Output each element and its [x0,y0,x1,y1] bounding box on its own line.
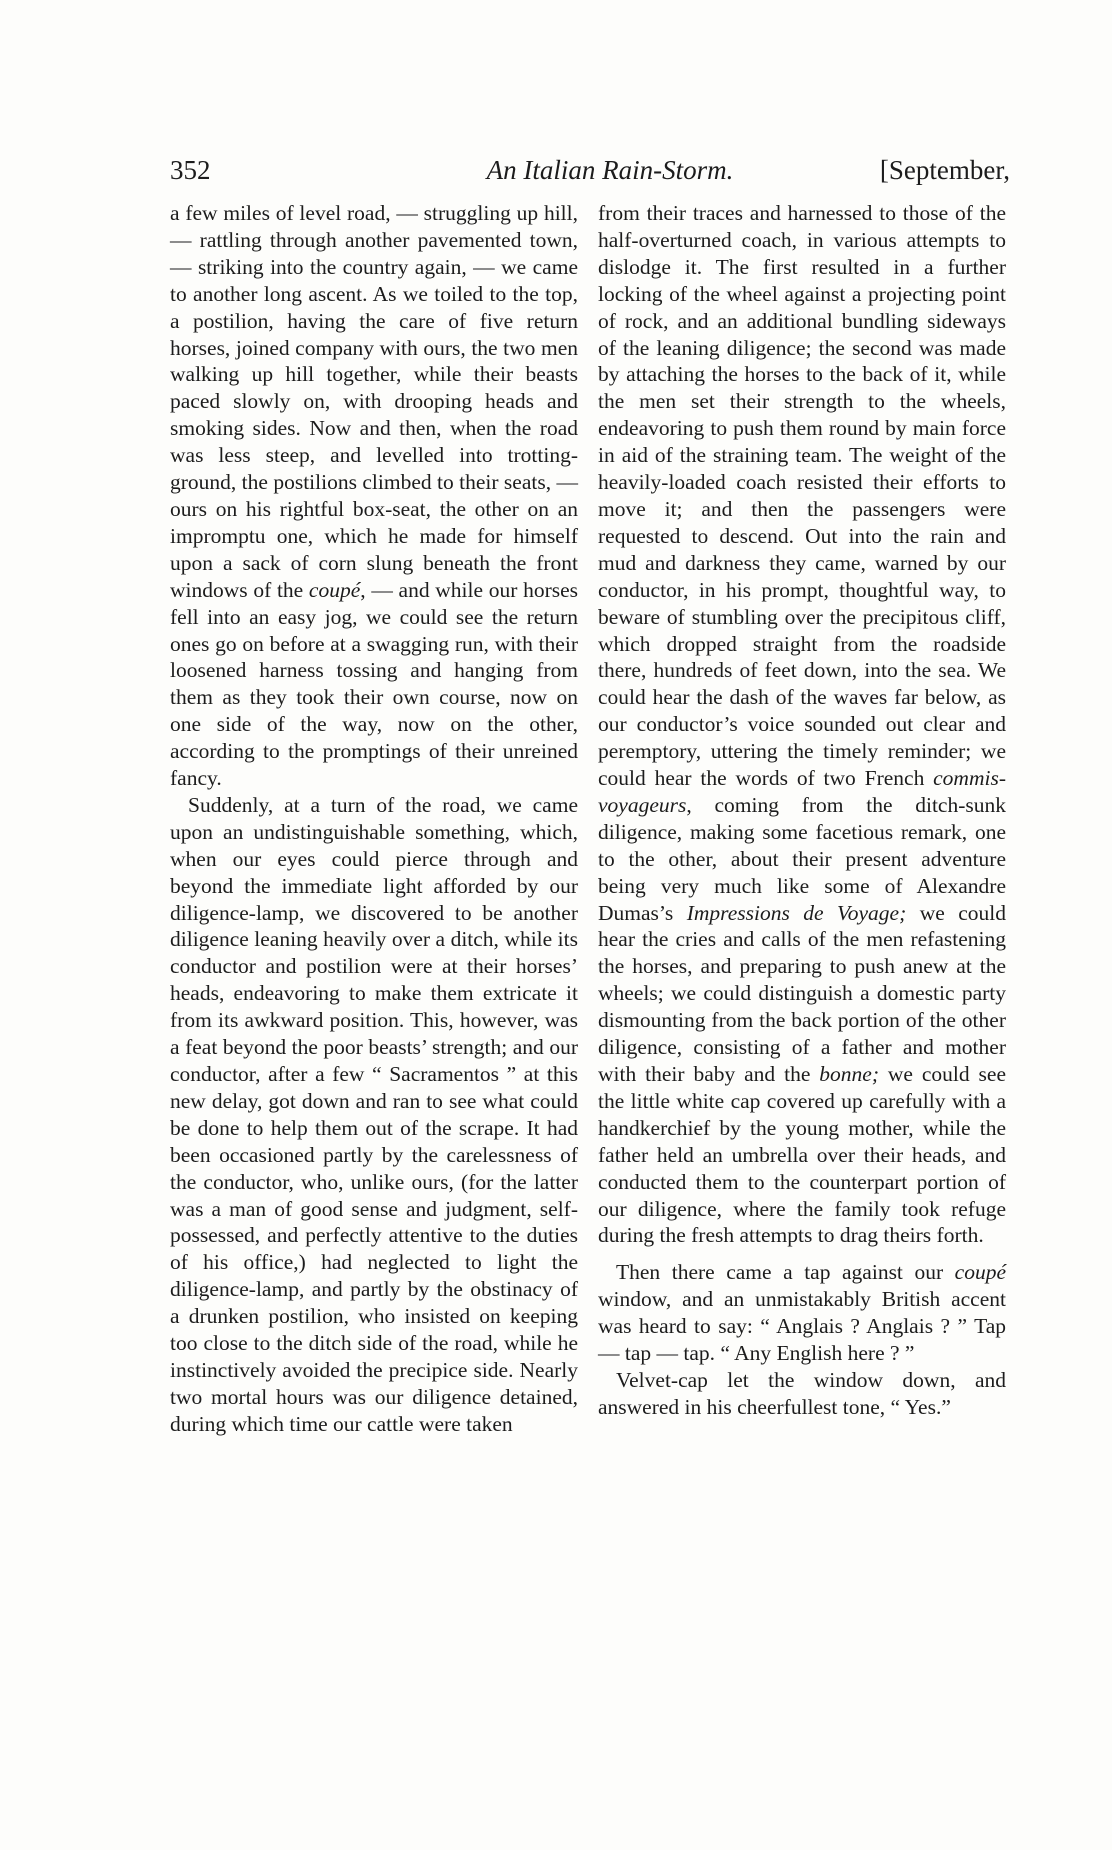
right-column [598,200,1006,1421]
paragraph-text: a few miles of level road, — struggling up hill, — rattling through another pavemented town, — striking into the country again, — we came to another long ascent. As we toiled to the top, a postilion, having the care of five return horses, joined company with ours, the two men walking up hill together, while their beasts paced slowly on, with drooping heads and smoking sides. Now and then, when the road was less steep, and levelled into trotting-ground, the postilions climbed to their seats, — ours on his rightful box-seat, the other on an impromptu one, which he made for himself upon a sack of corn slung beneath the front windows of the [170,201,578,602]
paragraph-text: Then there came a tap against our [616,1260,944,1285]
paragraph-text: , — and while our horses fell into an easy jog, we could see the return ones go on before at a swagging run, with their loosened harness tossing and hanging from them as they took their own course, now on one side of the way, now on the other, according to the promptings of their unreined fancy. [170,577,579,791]
italic-term: bonne; [819,1062,879,1086]
running-head [170,150,1010,190]
paragraph-text: window, and an unmistakably British accent was heard to say: “ Anglais ? Anglais ? ” Tap — tap — tap. “ Any English here ? ” [598,1287,1006,1366]
paragraph [598,200,1006,1249]
italic-term: coupé [954,1260,1006,1285]
paragraph [170,200,578,792]
issue-month: [September, [879,155,1010,185]
page-number: 352 [170,155,211,185]
paragraph-text: we could hear the cries and calls of the men refastening the horses, and preparing to push anew at the wheels; we could distinguish a domestic party dismounting from the back portion of the other diligence, consisting of a father and mother with their baby and the [598,900,1007,1086]
paragraph [598,1259,1006,1367]
paragraph-text: , coming from the ditch-sunk diligence, making some facetious remark, one to the other, about their present adventure being very much like some of Alexandre Dumas’s [598,792,1006,925]
paragraph: Velvet-cap let the window down, and answered in his cheerfullest tone, “ Yes.” [598,1367,1006,1419]
italic-term: commis-voyageurs [598,766,1006,817]
italic-term: Impressions de Voyage; [686,900,907,925]
paragraph: Suddenly, at a turn of the road, we came upon an undistinguishable something, which, when our eyes could pierce through and beyond the immediate light afforded by our diligence-lamp, we discovered to be another diligence leaning heavily over a ditch, while its conductor and postilion were at their horses’ heads, endeavoring to make them extricate it from its awkward position. This, however, was a feat beyond the poor beasts’ strength; and our conductor, after a few “ Sacramentos ” at this new delay, got down and ran to see what could be done to help them out of the scrape. It had been occasioned partly by the carelessness of the conductor, who, unlike ours, (for the latter was a man of good sense and judgment, self-possessed, and perfectly attentive to the duties of his office,) had neglected to light the diligence-lamp, and partly by the obstinacy of a drunken postilion, who insisted on keeping too close to the ditch side of the road, while he instinctively avoided the precipice side. Nearly two mortal hours was our diligence detained, during which time our cattle were taken [170,792,578,1436]
paragraph-text: from their traces and harnessed to those of the half-overturned coach, in various attempts to dislodge it. The first resulted in a further locking of the wheel against a projecting point of rock, and an additional bundling sideways of the leaning diligence; the second was made by attaching the horses to the back of it, while the men set their strength to the wheels, endeavoring to push them round by main force in aid of the straining team. The weight of the heavily-loaded coach resisted their efforts to move it; and then the passengers were requested to descend. Out into the rain and mud and darkness they came, warned by our conductor, in his prompt, thoughtful way, to beware of stumbling over the precipitous cliff, which dropped straight from the roadside there, hundreds of feet down, into the sea. We could hear the dash of the waves far below, as our conductor’s voice sounded out clear and peremptory, uttering the timely reminder; we could hear the words of two French [598,201,1006,791]
italic-term: coupé [308,577,361,602]
article-title: An Italian Rain-Storm. [486,155,734,185]
left-column [170,200,578,1438]
paragraph-text: we could see the little white cap covered up carefully with a handkerchief by the young mother, while the father held an umbrella over their heads, and conducted them to the counterpart portion of our diligence, where the family took refuge during the fresh attempts to drag theirs forth. [598,1062,1007,1248]
